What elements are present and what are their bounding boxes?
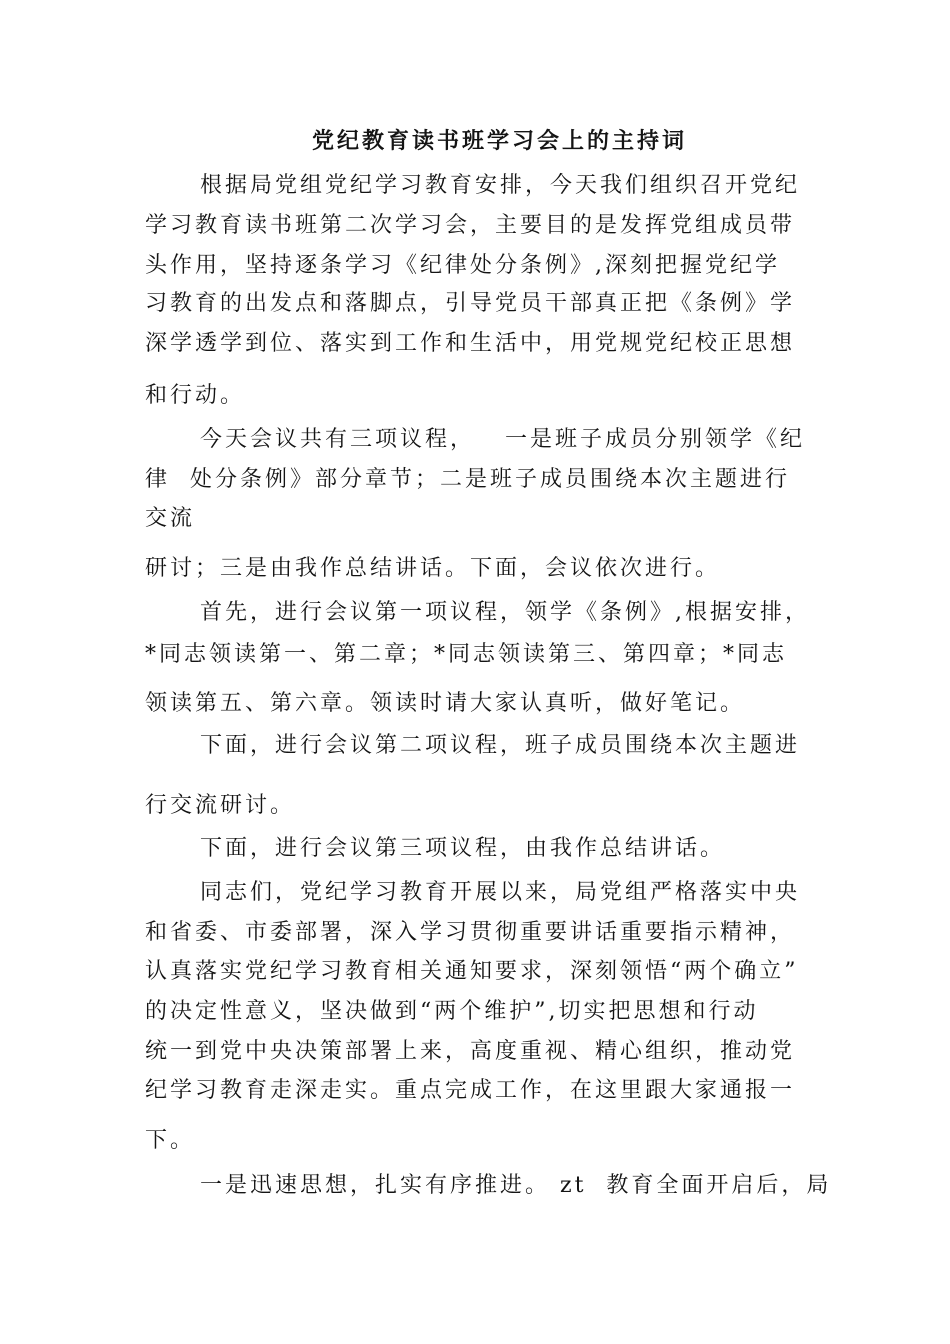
paragraph-line: 律 处分条例》部分章节；二是班子成员围绕本次主题进行: [145, 467, 790, 492]
paragraph-line: *同志领读第一、第二章；*同志领读第三、第四章；*同志: [145, 642, 788, 667]
paragraph-line: 统一到党中央决策部署上来，高度重视、精心组织，推动党: [145, 1039, 796, 1064]
paragraph-line: 一是迅速思想，扎实有序推进。 zt 教育全面开启后，局: [200, 1173, 832, 1198]
paragraph-line: 同志们，党纪学习教育开展以来，局党组严格落实中央: [200, 880, 801, 905]
paragraph-line: 和省委、市委部署，深入学习贯彻重要讲话重要指示精神，: [145, 920, 796, 945]
paragraph-line: 深学透学到位、落实到工作和生活中，用党规党纪校正思想: [145, 331, 796, 356]
paragraph-line: 下。: [145, 1128, 196, 1153]
document-title: 党纪教育读书班学习会上的主持词: [312, 128, 688, 154]
paragraph-line: 首先，进行会议第一项议程，领学《条例》,根据安排，: [200, 600, 810, 625]
paragraph-line: 的决定性意义，坚决做到“两个维护”,切实把思想和行动: [145, 999, 759, 1024]
paragraph-line: 习教育的出发点和落脚点，引导党员干部真正把《条例》学: [145, 291, 796, 316]
paragraph-line: 领读第五、第六章。领读时请大家认真听，做好笔记。: [145, 691, 746, 716]
paragraph-line: 根据局党组党纪学习教育安排，今天我们组织召开党纪: [200, 173, 801, 198]
paragraph-line: 研讨；三是由我作总结讲话。下面，会议依次进行。: [145, 556, 721, 581]
paragraph-line: 下面，进行会议第二项议程，班子成员围绕本次主题进: [200, 733, 801, 758]
paragraph-line: 学习教育读书班第二次学习会，主要目的是发挥党组成员带: [145, 213, 796, 238]
paragraph-line: 今天会议共有三项议程， 一是班子成员分别领学《纪: [200, 427, 805, 452]
paragraph-line: 纪学习教育走深走实。重点完成工作，在这里跟大家通报一: [145, 1078, 796, 1103]
paragraph-line: 头作用，坚持逐条学习《纪律处分条例》,深刻把握党纪学: [145, 253, 780, 278]
paragraph-line: 下面，进行会议第三项议程，由我作总结讲话。: [200, 836, 726, 861]
paragraph-line: 和行动。: [145, 383, 246, 408]
paragraph-line: 交流: [145, 506, 196, 531]
paragraph-line: 认真落实党纪学习教育相关通知要求，深刻领悟“两个确立”: [145, 959, 799, 984]
paragraph-line: 行交流研讨。: [145, 793, 296, 818]
